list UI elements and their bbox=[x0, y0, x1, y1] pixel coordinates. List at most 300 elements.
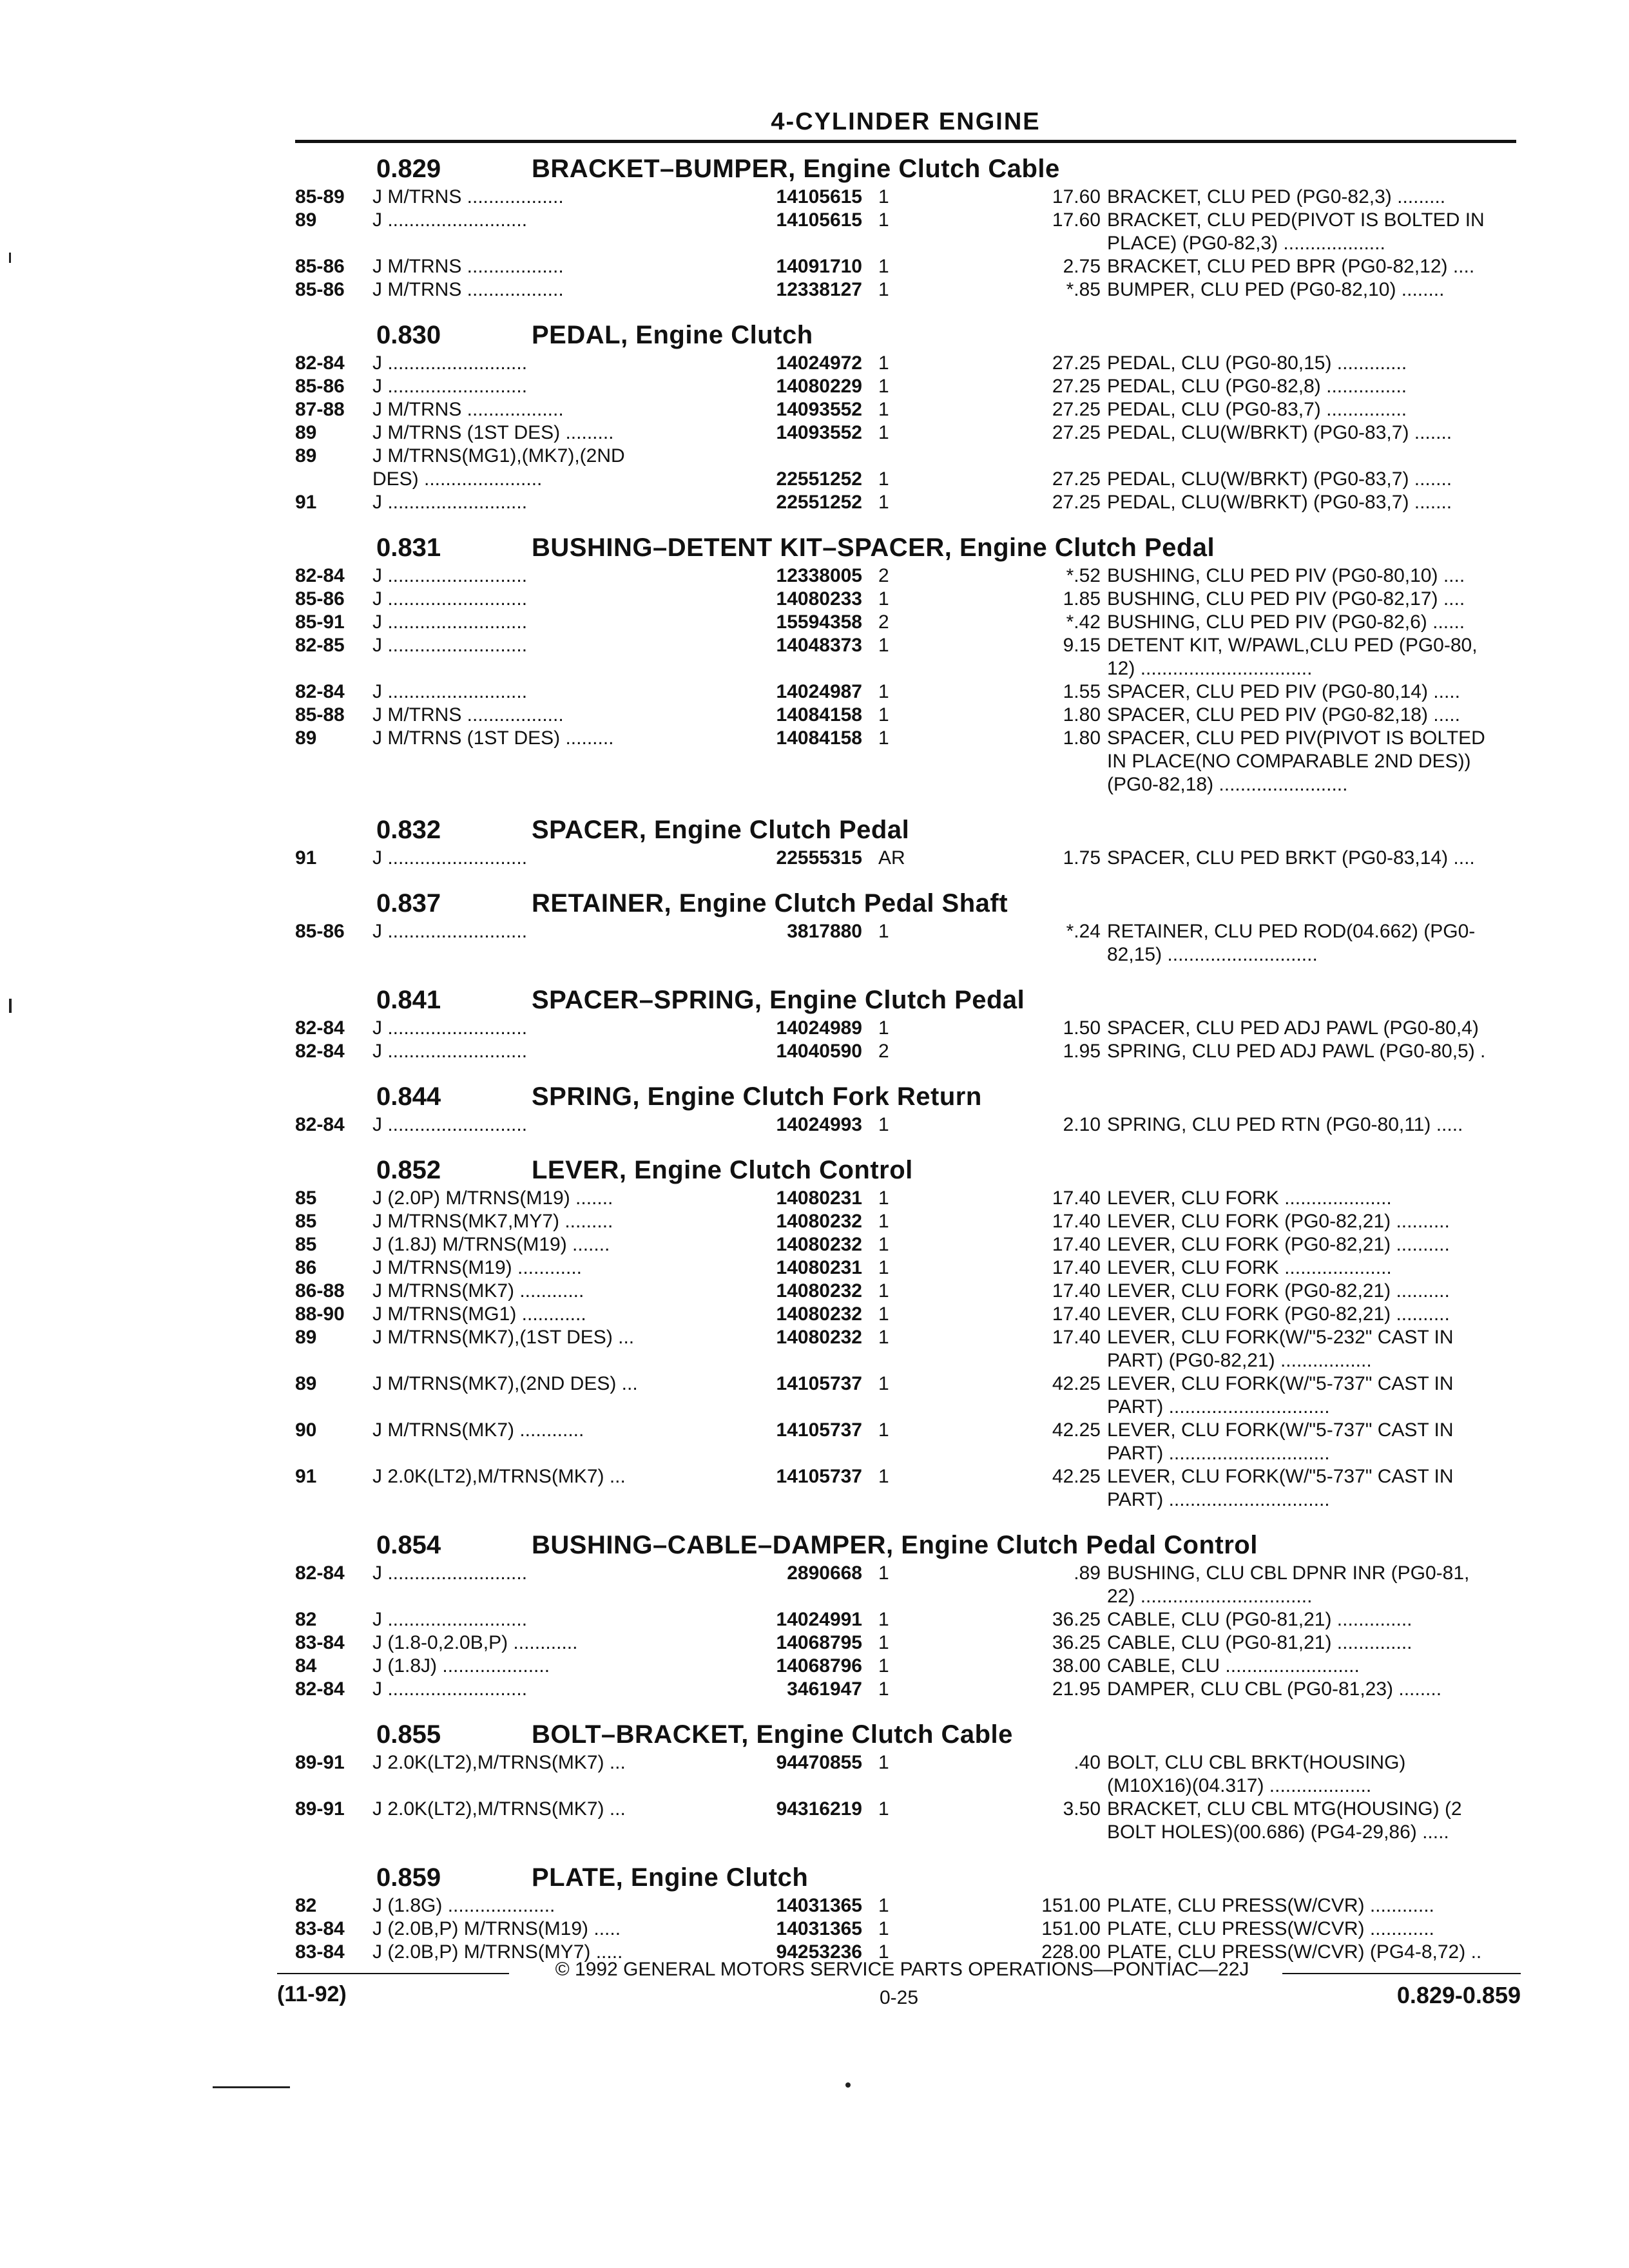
section-title: BUSHING–DETENT KIT–SPACER, Engine Clutch Pedal bbox=[532, 533, 1215, 562]
application: J 2.0K(LT2),M/TRNS(MK7) ... bbox=[372, 1466, 626, 1487]
parts-row bbox=[295, 657, 1516, 680]
part-number: 14080231 bbox=[776, 1187, 862, 1209]
part-number: 14031365 bbox=[776, 1895, 862, 1916]
model-year: 85-86 bbox=[295, 921, 345, 942]
parts-row bbox=[295, 375, 1516, 398]
description: PEDAL, CLU(W/BRKT) (PG0-83,7) ....... bbox=[1107, 468, 1452, 490]
section-gap bbox=[295, 1844, 1516, 1861]
price: 17.60 bbox=[1052, 186, 1101, 207]
model-year: 85 bbox=[295, 1211, 317, 1232]
section-heading bbox=[295, 1528, 1516, 1562]
parts-row bbox=[295, 491, 1516, 514]
copyright-notice: © 1992 GENERAL MOTORS SERVICE PARTS OPERATIONS—PONTIAC—22J bbox=[555, 1959, 1249, 1980]
model-year: 90 bbox=[295, 1419, 317, 1441]
application: J 2.0K(LT2),M/TRNS(MK7) ... bbox=[372, 1752, 626, 1773]
parts-row bbox=[295, 680, 1516, 704]
price: 27.25 bbox=[1052, 352, 1101, 374]
application: J M/TRNS (1ST DES) ......... bbox=[372, 422, 614, 443]
price: 17.40 bbox=[1052, 1303, 1101, 1325]
description: LEVER, CLU FORK(W/"5-232" CAST IN bbox=[1107, 1327, 1454, 1348]
price: *.52 bbox=[1066, 565, 1101, 586]
parts-row bbox=[295, 1256, 1516, 1280]
part-number: 14105737 bbox=[776, 1373, 862, 1394]
part-number: 14105737 bbox=[776, 1419, 862, 1441]
section-heading bbox=[295, 1718, 1516, 1751]
description: PEDAL, CLU (PG0-82,8) ............... bbox=[1107, 376, 1407, 397]
price: 17.40 bbox=[1052, 1327, 1101, 1348]
parts-row bbox=[295, 1113, 1516, 1137]
model-year: 89 bbox=[295, 1327, 317, 1348]
application: J M/TRNS .................. bbox=[372, 399, 564, 420]
part-number: 12338005 bbox=[776, 565, 862, 586]
part-number: 14080232 bbox=[776, 1234, 862, 1255]
scan-mark bbox=[9, 253, 11, 263]
part-number: 14091710 bbox=[776, 256, 862, 277]
description: DAMPER, CLU CBL (PG0-81,23) ........ bbox=[1107, 1678, 1442, 1700]
price: 17.40 bbox=[1052, 1211, 1101, 1232]
parts-row bbox=[295, 1326, 1516, 1349]
parts-row bbox=[295, 1678, 1516, 1701]
description: PEDAL, CLU(W/BRKT) (PG0-83,7) ....... bbox=[1107, 422, 1452, 443]
parts-row bbox=[295, 209, 1516, 232]
application: J M/TRNS .................. bbox=[372, 279, 564, 300]
application: J (2.0P) M/TRNS(M19) ....... bbox=[372, 1187, 613, 1209]
price: 151.00 bbox=[1041, 1918, 1101, 1939]
price: 2.75 bbox=[1063, 256, 1101, 277]
description: IN PLACE(NO COMPARABLE 2ND DES)) bbox=[1107, 751, 1471, 772]
price: 17.40 bbox=[1052, 1187, 1101, 1209]
quantity: 1 bbox=[878, 279, 889, 300]
application: J 2.0K(LT2),M/TRNS(MK7) ... bbox=[372, 1798, 626, 1820]
section-title: PLATE, Engine Clutch bbox=[532, 1863, 809, 1892]
description: PEDAL, CLU (PG0-83,7) ............... bbox=[1107, 399, 1407, 420]
price: 9.15 bbox=[1063, 635, 1101, 656]
section-title: SPACER–SPRING, Engine Clutch Pedal bbox=[532, 986, 1025, 1014]
model-year: 82-84 bbox=[295, 681, 345, 702]
application: J M/TRNS(MK7) ............ bbox=[372, 1419, 584, 1441]
description: SPRING, CLU PED ADJ PAWL (PG0-80,5) . bbox=[1107, 1041, 1486, 1062]
application: J .......................... bbox=[372, 209, 528, 231]
price: 42.25 bbox=[1052, 1466, 1101, 1487]
price: 1.80 bbox=[1063, 727, 1101, 749]
description: PART) .............................. bbox=[1107, 1489, 1330, 1510]
description: PLATE, CLU PRESS(W/CVR) ............ bbox=[1107, 1918, 1434, 1939]
description: LEVER, CLU FORK(W/"5-737" CAST IN bbox=[1107, 1419, 1454, 1441]
parts-row bbox=[295, 1488, 1516, 1512]
section-title: SPRING, Engine Clutch Fork Return bbox=[532, 1082, 982, 1111]
section-heading bbox=[295, 983, 1516, 1017]
application: J (2.0B,P) M/TRNS(MY7) ..... bbox=[372, 1941, 623, 1963]
model-year: 82-84 bbox=[295, 1041, 345, 1062]
application: J .......................... bbox=[372, 565, 528, 586]
model-year: 91 bbox=[295, 1466, 317, 1487]
description: LEVER, CLU FORK .................... bbox=[1107, 1257, 1392, 1278]
parts-row bbox=[295, 1210, 1516, 1233]
price: 21.95 bbox=[1052, 1678, 1101, 1700]
application: DES) ...................... bbox=[372, 468, 543, 490]
quantity: 1 bbox=[878, 1609, 889, 1630]
price: *.85 bbox=[1066, 279, 1101, 300]
part-number: 94470855 bbox=[776, 1752, 862, 1773]
section-gap bbox=[295, 514, 1516, 531]
section-title: SPACER, Engine Clutch Pedal bbox=[532, 816, 910, 844]
price: 17.40 bbox=[1052, 1257, 1101, 1278]
description: 82,15) ............................ bbox=[1107, 944, 1318, 965]
model-year: 85-86 bbox=[295, 588, 345, 610]
description: BUSHING, CLU PED PIV (PG0-80,10) .... bbox=[1107, 565, 1465, 586]
quantity: 1 bbox=[878, 186, 889, 207]
quantity: 1 bbox=[878, 1234, 889, 1255]
model-year: 82-84 bbox=[295, 565, 345, 586]
quantity: 1 bbox=[878, 399, 889, 420]
parts-row bbox=[295, 1821, 1516, 1844]
part-number: 2890668 bbox=[787, 1562, 862, 1584]
part-number: 12338127 bbox=[776, 279, 862, 300]
description: LEVER, CLU FORK(W/"5-737" CAST IN bbox=[1107, 1373, 1454, 1394]
part-number: 14080232 bbox=[776, 1211, 862, 1232]
scan-mark bbox=[213, 2086, 290, 2088]
description: PLATE, CLU PRESS(W/CVR) (PG4-8,72) .. bbox=[1107, 1941, 1482, 1963]
description: PART) .............................. bbox=[1107, 1396, 1330, 1418]
header-rule bbox=[295, 140, 1516, 143]
application: J .......................... bbox=[372, 1678, 528, 1700]
quantity: 2 bbox=[878, 565, 889, 586]
part-number: 14068796 bbox=[776, 1655, 862, 1677]
description: BRACKET, CLU PED(PIVOT IS BOLTED IN bbox=[1107, 209, 1485, 231]
parts-row bbox=[295, 398, 1516, 421]
price: 1.85 bbox=[1063, 588, 1101, 610]
section-gap bbox=[295, 1137, 1516, 1153]
description: PART) .............................. bbox=[1107, 1443, 1330, 1464]
description: PEDAL, CLU(W/BRKT) (PG0-83,7) ....... bbox=[1107, 492, 1452, 513]
price: 151.00 bbox=[1041, 1895, 1101, 1916]
application: J (2.0B,P) M/TRNS(M19) ..... bbox=[372, 1918, 621, 1939]
section-number: 0.829 bbox=[376, 155, 441, 183]
part-number: 14080232 bbox=[776, 1280, 862, 1302]
model-year: 82-84 bbox=[295, 1562, 345, 1584]
application: J (1.8J) .................... bbox=[372, 1655, 550, 1677]
part-number: 14105737 bbox=[776, 1466, 862, 1487]
parts-row bbox=[295, 943, 1516, 966]
price: 36.25 bbox=[1052, 1609, 1101, 1630]
quantity: 1 bbox=[878, 1327, 889, 1348]
quantity: 1 bbox=[878, 727, 889, 749]
section-gap bbox=[295, 966, 1516, 983]
section-title: RETAINER, Engine Clutch Pedal Shaft bbox=[532, 889, 1008, 918]
parts-row bbox=[295, 1608, 1516, 1631]
parts-row bbox=[295, 1419, 1516, 1442]
description: BOLT, CLU CBL BRKT(HOUSING) bbox=[1107, 1752, 1406, 1773]
model-year: 82 bbox=[295, 1895, 317, 1916]
description: BUSHING, CLU PED PIV (PG0-82,6) ...... bbox=[1107, 611, 1465, 633]
section-heading bbox=[295, 887, 1516, 920]
section-range: 0.829-0.859 bbox=[1396, 1982, 1521, 2008]
quantity: 1 bbox=[878, 1466, 889, 1487]
quantity: 1 bbox=[878, 1941, 889, 1963]
section-gap bbox=[295, 1512, 1516, 1528]
model-year: 89 bbox=[295, 1373, 317, 1394]
parts-row bbox=[295, 255, 1516, 278]
description: SPACER, CLU PED PIV (PG0-82,18) ..... bbox=[1107, 704, 1460, 726]
quantity: 1 bbox=[878, 681, 889, 702]
model-year: 82-84 bbox=[295, 1017, 345, 1039]
part-number: 14080231 bbox=[776, 1257, 862, 1278]
section-number: 0.841 bbox=[376, 986, 441, 1014]
application: J M/TRNS(MK7,MY7) ......... bbox=[372, 1211, 613, 1232]
application: J .......................... bbox=[372, 588, 528, 610]
model-year: 85 bbox=[295, 1187, 317, 1209]
model-year: 89 bbox=[295, 422, 317, 443]
parts-row bbox=[295, 1372, 1516, 1396]
model-year: 86 bbox=[295, 1257, 317, 1278]
description: SPRING, CLU PED RTN (PG0-80,11) ..... bbox=[1107, 1114, 1463, 1135]
quantity: 1 bbox=[878, 468, 889, 490]
section-heading bbox=[295, 813, 1516, 847]
model-year: 88-90 bbox=[295, 1303, 345, 1325]
part-number: 14024989 bbox=[776, 1017, 862, 1039]
section-gap bbox=[295, 796, 1516, 813]
application: J .......................... bbox=[372, 1562, 528, 1584]
page-number: 0-25 bbox=[879, 1987, 919, 2008]
section-heading bbox=[295, 531, 1516, 564]
parts-row bbox=[295, 1017, 1516, 1040]
parts-row bbox=[295, 278, 1516, 302]
part-number: 22551252 bbox=[776, 492, 862, 513]
parts-row bbox=[295, 588, 1516, 611]
price: 27.25 bbox=[1052, 399, 1101, 420]
model-year: 91 bbox=[295, 492, 317, 513]
application: J .......................... bbox=[372, 635, 528, 656]
description: CABLE, CLU (PG0-81,21) .............. bbox=[1107, 1609, 1412, 1630]
model-year: 85-88 bbox=[295, 704, 345, 726]
quantity: 1 bbox=[878, 1114, 889, 1135]
parts-row bbox=[295, 1562, 1516, 1585]
parts-row bbox=[295, 232, 1516, 255]
application: J .......................... bbox=[372, 847, 528, 869]
quantity: 2 bbox=[878, 611, 889, 633]
price: 27.25 bbox=[1052, 422, 1101, 443]
parts-row bbox=[295, 564, 1516, 588]
revision-date: (11-92) bbox=[277, 1982, 347, 2006]
application: J (1.8-0,2.0B,P) ............ bbox=[372, 1632, 578, 1653]
scan-mark bbox=[845, 2082, 851, 2088]
model-year: 85-86 bbox=[295, 376, 345, 397]
application: J .......................... bbox=[372, 1609, 528, 1630]
parts-row bbox=[295, 611, 1516, 634]
part-number: 14080232 bbox=[776, 1327, 862, 1348]
quantity: 1 bbox=[878, 256, 889, 277]
section-title: PEDAL, Engine Clutch bbox=[532, 321, 813, 349]
quantity: 1 bbox=[878, 1655, 889, 1677]
section-number: 0.832 bbox=[376, 816, 441, 844]
part-number: 14024987 bbox=[776, 681, 862, 702]
part-number: 14024972 bbox=[776, 352, 862, 374]
price: 17.60 bbox=[1052, 209, 1101, 231]
model-year: 82-84 bbox=[295, 1678, 345, 1700]
parts-row bbox=[295, 1465, 1516, 1488]
price: 1.50 bbox=[1063, 1017, 1101, 1039]
parts-row bbox=[295, 1187, 1516, 1210]
price: 1.95 bbox=[1063, 1041, 1101, 1062]
description: BRACKET, CLU PED (PG0-82,3) ......... bbox=[1107, 186, 1446, 207]
part-number: 14040590 bbox=[776, 1041, 862, 1062]
description: 12) ................................ bbox=[1107, 658, 1313, 679]
parts-row bbox=[295, 1349, 1516, 1372]
application: J (1.8G) .................... bbox=[372, 1895, 555, 1916]
price: 42.25 bbox=[1052, 1373, 1101, 1394]
quantity: 1 bbox=[878, 1419, 889, 1441]
model-year: 82-85 bbox=[295, 635, 345, 656]
section-gap bbox=[295, 870, 1516, 887]
parts-row bbox=[295, 634, 1516, 657]
parts-row bbox=[295, 1040, 1516, 1063]
description: DETENT KIT, W/PAWL,CLU PED (PG0-80, bbox=[1107, 635, 1478, 656]
quantity: 1 bbox=[878, 1257, 889, 1278]
section-heading bbox=[295, 1153, 1516, 1187]
parts-row bbox=[295, 352, 1516, 375]
parts-row bbox=[295, 847, 1516, 870]
section-number: 0.852 bbox=[376, 1156, 441, 1184]
part-number: 14105615 bbox=[776, 209, 862, 231]
section-number: 0.854 bbox=[376, 1531, 441, 1559]
description: CABLE, CLU ......................... bbox=[1107, 1655, 1360, 1677]
part-number: 3461947 bbox=[787, 1678, 862, 1700]
part-number: 14105615 bbox=[776, 186, 862, 207]
parts-row bbox=[295, 1396, 1516, 1419]
section-heading bbox=[295, 1080, 1516, 1113]
description: SPACER, CLU PED BRKT (PG0-83,14) .... bbox=[1107, 847, 1475, 869]
application: J (1.8J) M/TRNS(M19) ....... bbox=[372, 1234, 610, 1255]
section-number: 0.831 bbox=[376, 533, 441, 562]
model-year: 83-84 bbox=[295, 1632, 345, 1653]
section-title: LEVER, Engine Clutch Control bbox=[532, 1156, 913, 1184]
part-number: 14048373 bbox=[776, 635, 862, 656]
section-title: BOLT–BRACKET, Engine Clutch Cable bbox=[532, 1720, 1013, 1749]
quantity: 1 bbox=[878, 1303, 889, 1325]
price: 36.25 bbox=[1052, 1632, 1101, 1653]
description: LEVER, CLU FORK (PG0-82,21) .......... bbox=[1107, 1303, 1450, 1325]
parts-row bbox=[295, 1751, 1516, 1774]
parts-row bbox=[295, 1280, 1516, 1303]
description: BRACKET, CLU PED BPR (PG0-82,12) .... bbox=[1107, 256, 1475, 277]
application: J M/TRNS (1ST DES) ......... bbox=[372, 727, 614, 749]
application: J M/TRNS(MK7) ............ bbox=[372, 1280, 584, 1302]
quantity: 1 bbox=[878, 1632, 889, 1653]
model-year: 87-88 bbox=[295, 399, 345, 420]
quantity: 1 bbox=[878, 1918, 889, 1939]
quantity: 1 bbox=[878, 352, 889, 374]
price: 42.25 bbox=[1052, 1419, 1101, 1441]
part-number: 22551252 bbox=[776, 468, 862, 490]
model-year: 82-84 bbox=[295, 352, 345, 374]
parts-row bbox=[295, 1894, 1516, 1917]
description: 22) ................................ bbox=[1107, 1586, 1313, 1607]
application: J M/TRNS(MG1) ............ bbox=[372, 1303, 586, 1325]
quantity: 1 bbox=[878, 1798, 889, 1820]
scan-mark bbox=[9, 999, 12, 1013]
section-number: 0.830 bbox=[376, 321, 441, 349]
description: PLACE) (PG0-82,3) ................... bbox=[1107, 233, 1385, 254]
quantity: 1 bbox=[878, 704, 889, 726]
section-gap bbox=[295, 1701, 1516, 1718]
application: J M/TRNS(MK7),(2ND DES) ... bbox=[372, 1373, 638, 1394]
application: J .......................... bbox=[372, 492, 528, 513]
model-year: 89 bbox=[295, 445, 317, 466]
section-gap bbox=[295, 1063, 1516, 1080]
price: 1.75 bbox=[1063, 847, 1101, 869]
quantity: 1 bbox=[878, 376, 889, 397]
part-number: 14093552 bbox=[776, 399, 862, 420]
description: BUSHING, CLU PED PIV (PG0-82,17) .... bbox=[1107, 588, 1465, 610]
description: (M10X16)(04.317) ................... bbox=[1107, 1775, 1372, 1796]
parts-row bbox=[295, 1585, 1516, 1608]
model-year: 89 bbox=[295, 209, 317, 231]
part-number: 3817880 bbox=[787, 921, 862, 942]
application: J M/TRNS(M19) ............ bbox=[372, 1257, 583, 1278]
description: PART) (PG0-82,21) ................. bbox=[1107, 1350, 1372, 1371]
application: J M/TRNS .................. bbox=[372, 186, 564, 207]
application: J M/TRNS .................. bbox=[372, 704, 564, 726]
parts-row bbox=[295, 727, 1516, 750]
price: 17.40 bbox=[1052, 1234, 1101, 1255]
quantity: AR bbox=[878, 847, 905, 869]
part-number: 22555315 bbox=[776, 847, 862, 869]
parts-row bbox=[295, 1303, 1516, 1326]
part-number: 14084158 bbox=[776, 704, 862, 726]
model-year: 86-88 bbox=[295, 1280, 345, 1302]
application: J .......................... bbox=[372, 1114, 528, 1135]
application: J .......................... bbox=[372, 352, 528, 374]
description: SPACER, CLU PED PIV (PG0-80,14) ..... bbox=[1107, 681, 1460, 702]
parts-row bbox=[295, 920, 1516, 943]
model-year: 91 bbox=[295, 847, 317, 869]
price: 3.50 bbox=[1063, 1798, 1101, 1820]
price: 38.00 bbox=[1052, 1655, 1101, 1677]
sections-container bbox=[295, 152, 1516, 1981]
quantity: 1 bbox=[878, 1187, 889, 1209]
description: LEVER, CLU FORK(W/"5-737" CAST IN bbox=[1107, 1466, 1454, 1487]
description: CABLE, CLU (PG0-81,21) .............. bbox=[1107, 1632, 1412, 1653]
model-year: 83-84 bbox=[295, 1941, 345, 1963]
description: BUMPER, CLU PED (PG0-82,10) ........ bbox=[1107, 279, 1445, 300]
parts-row bbox=[295, 704, 1516, 727]
part-number: 14080233 bbox=[776, 588, 862, 610]
quantity: 1 bbox=[878, 1280, 889, 1302]
parts-row bbox=[295, 468, 1516, 491]
description: BOLT HOLES)(00.686) (PG4-29,86) ..... bbox=[1107, 1821, 1449, 1843]
quantity: 1 bbox=[878, 921, 889, 942]
price: 17.40 bbox=[1052, 1280, 1101, 1302]
price: 228.00 bbox=[1041, 1941, 1101, 1963]
description: SPACER, CLU PED ADJ PAWL (PG0-80,4) bbox=[1107, 1017, 1479, 1039]
quantity: 1 bbox=[878, 1562, 889, 1584]
description: BRACKET, CLU CBL MTG(HOUSING) (2 bbox=[1107, 1798, 1462, 1820]
model-year: 82-84 bbox=[295, 1114, 345, 1135]
application: J M/TRNS .................. bbox=[372, 256, 564, 277]
part-number: 94253236 bbox=[776, 1941, 862, 1963]
model-year: 82 bbox=[295, 1609, 317, 1630]
model-year: 89 bbox=[295, 727, 317, 749]
application: J .......................... bbox=[372, 611, 528, 633]
price: 1.55 bbox=[1063, 681, 1101, 702]
description: RETAINER, CLU PED ROD(04.662) (PG0- bbox=[1107, 921, 1476, 942]
parts-row bbox=[295, 1233, 1516, 1256]
part-number: 14080229 bbox=[776, 376, 862, 397]
quantity: 2 bbox=[878, 1041, 889, 1062]
quantity: 1 bbox=[878, 1211, 889, 1232]
description: SPACER, CLU PED PIV(PIVOT IS BOLTED bbox=[1107, 727, 1485, 749]
part-number: 14084158 bbox=[776, 727, 862, 749]
